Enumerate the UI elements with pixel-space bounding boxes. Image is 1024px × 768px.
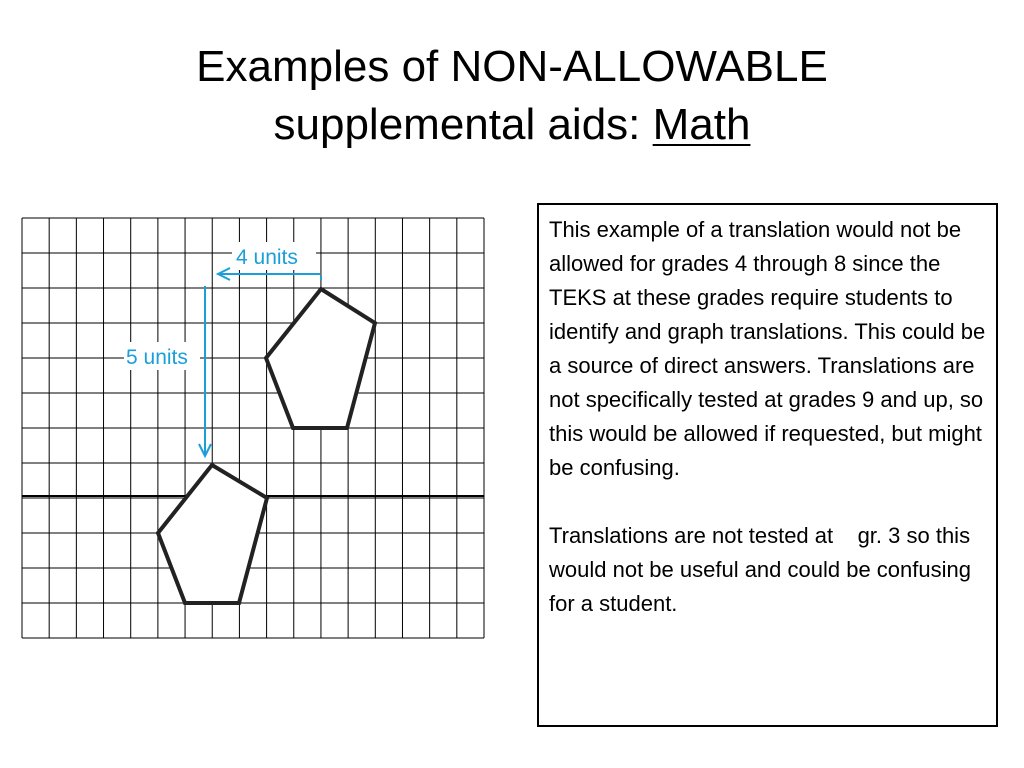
title-subject-math: Math xyxy=(652,100,751,149)
explanation-paragraph-1: This example of a translation would not be allowed for grades 4 through 8 since the TEKS at these grades require students to identify and graph translations. This could be a source of direct answers. Translations are not specifically tested at grades 9 and up, so this would be allowed if requested, but might be confusing. xyxy=(549,217,986,480)
explanation-paragraph-2: Translations are not tested at gr. 3 so this would not be useful and could be confusing for a student. xyxy=(549,523,978,616)
vertical-distance-label: 5 units xyxy=(126,346,188,369)
title-line-2 xyxy=(0,96,1024,154)
explanation-box xyxy=(537,203,998,727)
horizontal-distance-label: 4 units xyxy=(236,246,298,269)
translated-pentagon xyxy=(158,465,267,603)
title-line-1: Examples of NON-ALLOWABLE xyxy=(196,42,828,91)
translation-grid-figure xyxy=(20,216,486,642)
title-prefix: supplemental aids: xyxy=(273,100,653,149)
grid-lines xyxy=(22,218,484,638)
slide-title xyxy=(0,38,1024,154)
vertical-arrow xyxy=(199,286,211,456)
original-pentagon xyxy=(266,289,375,428)
